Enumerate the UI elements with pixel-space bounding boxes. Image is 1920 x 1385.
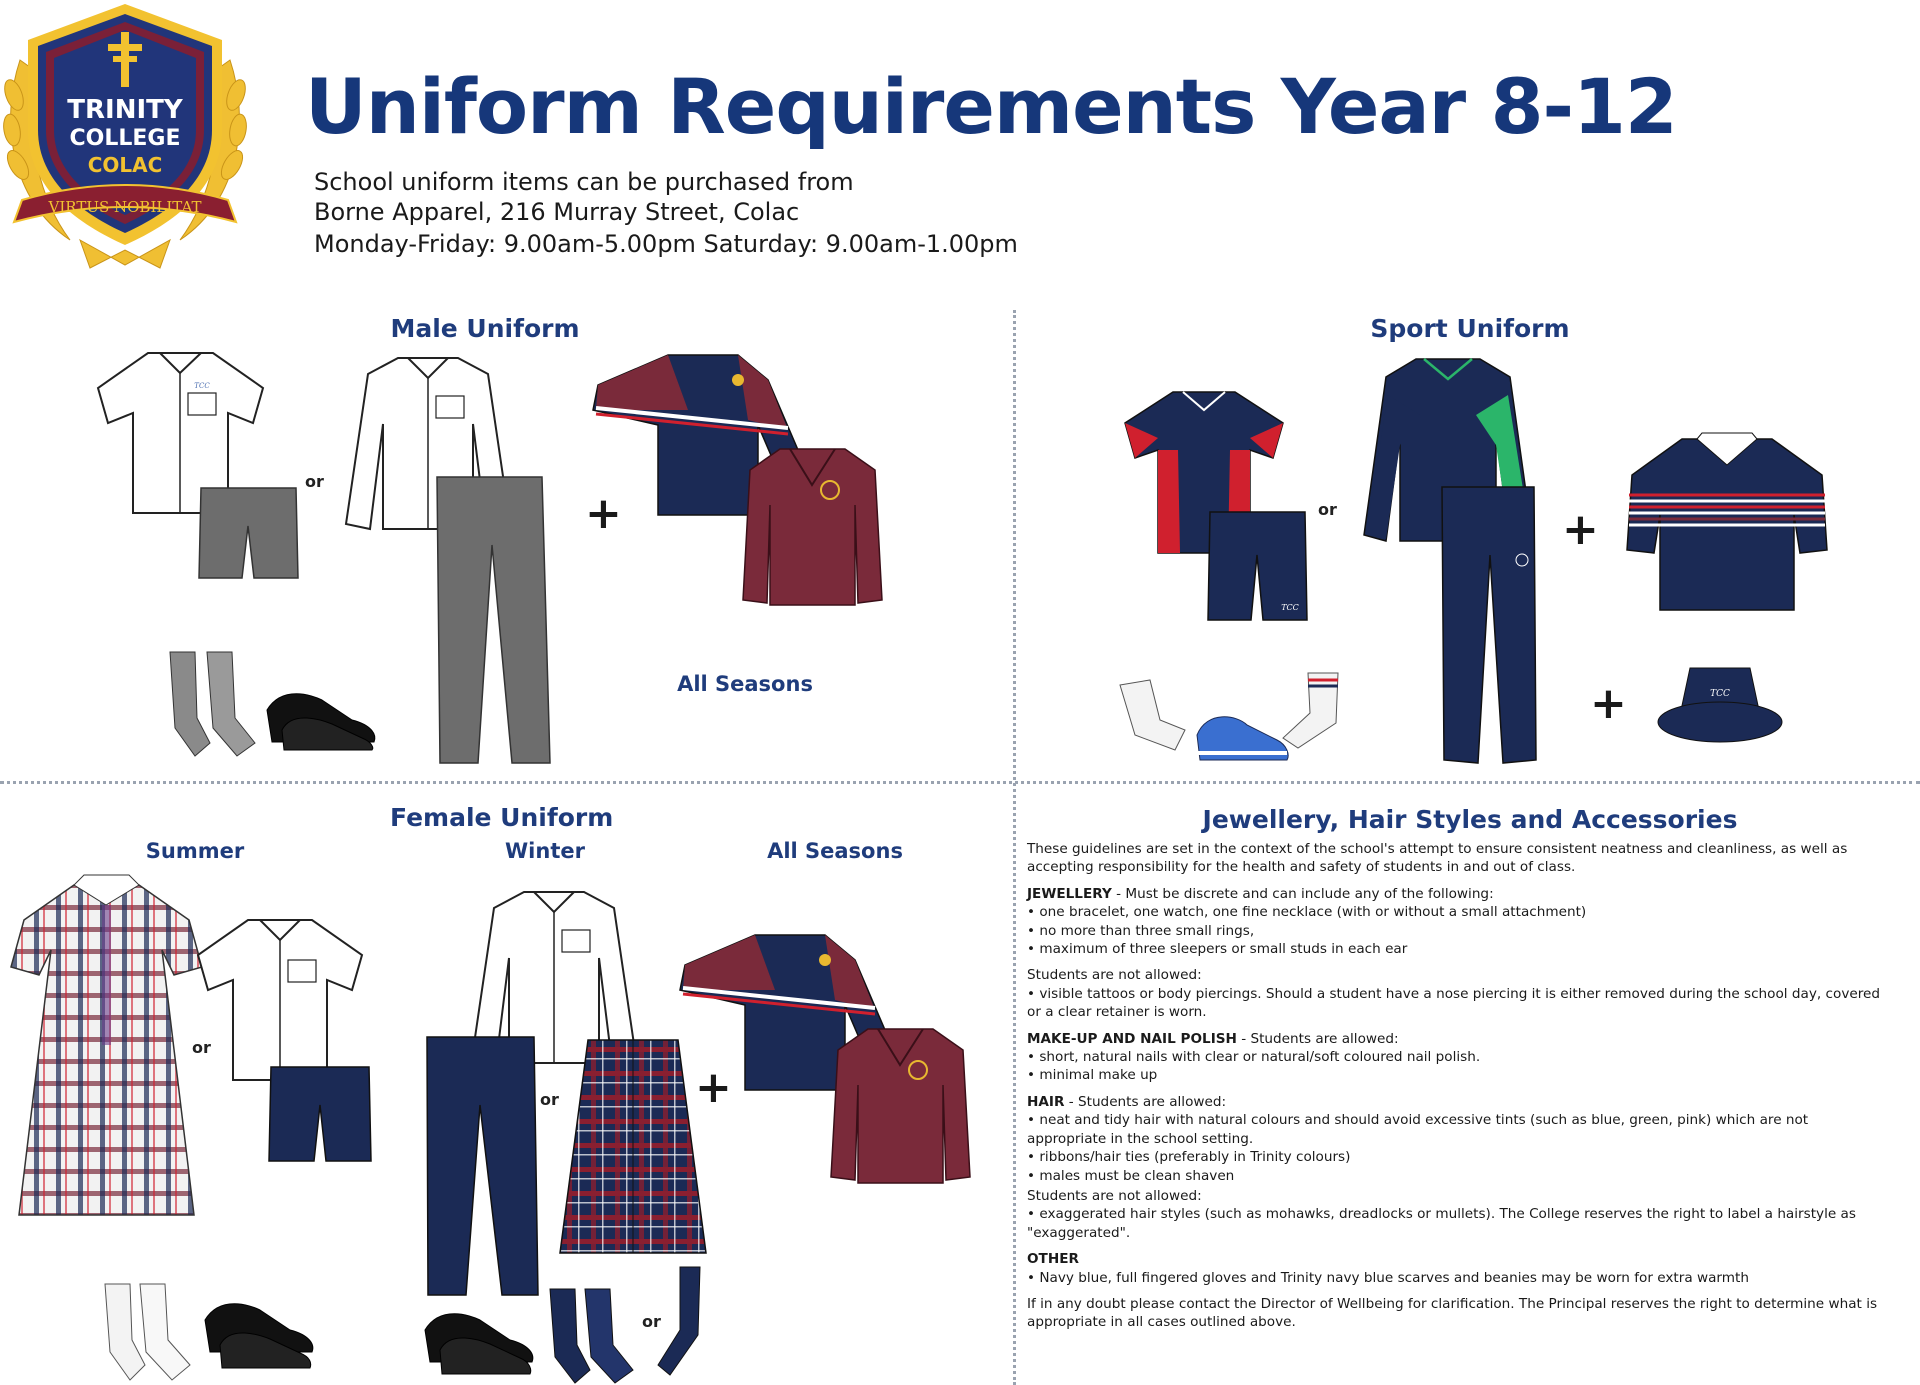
list-item: • one bracelet, one watch, one fine necklace (with or without a small attachment) — [1027, 903, 1887, 921]
female-navy-socks — [545, 1285, 635, 1385]
list-item: • Navy blue, full fingered gloves and Trinity navy blue scarves and beanies may be worn for extra warmth — [1027, 1269, 1887, 1287]
logo-motto: VIRTUS NOBILITAT — [48, 198, 202, 216]
store-line: School uniform items can be purchased from — [314, 168, 854, 196]
sport-shorts-mark: TCC — [1281, 603, 1299, 612]
male-grey-shorts — [196, 486, 301, 582]
sport-hat-mark: TCC — [1710, 689, 1730, 699]
other-block — [1027, 1250, 1887, 1287]
female-winter-shoes — [420, 1300, 538, 1385]
male-plus: + — [585, 488, 622, 539]
logo-line3: COLAC — [87, 153, 163, 177]
store-address: Borne Apparel, 216 Murray Street, Colac — [314, 198, 800, 226]
female-summer-dress — [4, 875, 209, 1220]
list-item: • neat and tidy hair with natural colours and should avoid excessive tints (such as blue, green, pink) which are not appropriate in the school setting. — [1027, 1111, 1887, 1148]
logo-line1: TRINITY — [67, 95, 183, 125]
male-grey-trousers — [432, 475, 552, 765]
store-hours: Monday-Friday: 9.00am-5.00pm Saturday: 9.00am-1.00pm — [314, 230, 1018, 258]
college-logo — [0, 0, 250, 280]
female-all-seasons-label: All Seasons — [767, 839, 903, 863]
sport-striped-socks — [1268, 668, 1348, 758]
male-jumper — [740, 445, 885, 610]
female-navy-trousers — [422, 1035, 540, 1297]
sport-trackpants — [1438, 485, 1538, 765]
sport-bucket-hat — [1655, 660, 1785, 745]
list-item: • exaggerated hair styles (such as mohawks, dreadlocks or mullets). The College reserves the right to label a hairstyle as "exaggerated". — [1027, 1205, 1887, 1242]
sport-uniform-title: Sport Uniform — [1370, 314, 1570, 343]
list-item: • short, natural nails with clear or natural/soft coloured nail polish. — [1027, 1048, 1887, 1066]
female-summer-label: Summer — [145, 839, 245, 863]
rules-closing: If in any doubt please contact the Director of Wellbeing for clarification. The Principal reserves the right to determine what is appropriate in all cases outlined above. — [1027, 1295, 1878, 1331]
jewellery-heading: JEWELLERY — [1027, 885, 1112, 902]
male-uniform-title: Male Uniform — [390, 314, 580, 343]
logo-line2: COLLEGE — [69, 126, 181, 151]
female-or-2: or — [540, 1090, 559, 1109]
list-item: • no more than three small rings, — [1027, 922, 1887, 940]
female-plus: + — [695, 1062, 732, 1113]
female-or-1: or — [192, 1038, 211, 1057]
not-allowed-heading-2: Students are not allowed: — [1027, 1187, 1202, 1204]
rules-body — [1027, 840, 1887, 1340]
male-all-seasons: All Seasons — [677, 672, 813, 696]
hair-text: - Students are allowed: — [1064, 1093, 1227, 1110]
jewellery-block — [1027, 885, 1887, 959]
list-item: • ribbons/hair ties (preferably in Trinity colours) — [1027, 1148, 1887, 1166]
sport-plus-hat: + — [1590, 678, 1627, 729]
list-item: • maximum of three sleepers or small studs in each ear — [1027, 940, 1887, 958]
sport-or: or — [1318, 500, 1337, 519]
female-winter-label: Winter — [505, 839, 585, 863]
jewellery-text: - Must be discrete and can include any of the following: — [1111, 885, 1494, 902]
sport-white-socks — [1115, 675, 1195, 755]
female-jumper — [828, 1025, 973, 1187]
female-stockings — [650, 1265, 710, 1380]
female-black-shoes — [200, 1290, 318, 1380]
female-navy-shorts — [266, 1065, 374, 1165]
vertical-divider — [1013, 310, 1016, 1385]
makeup-text: - Students are allowed: — [1236, 1030, 1399, 1047]
hair-block — [1027, 1093, 1887, 1185]
not-allowed-heading-1: Students are not allowed: — [1027, 967, 1202, 984]
sport-plus: + — [1562, 504, 1599, 555]
male-shirt-mark: TCC — [194, 382, 210, 390]
makeup-block — [1027, 1030, 1887, 1085]
male-grey-socks — [165, 648, 260, 758]
not-allowed-block-1 — [1027, 966, 1887, 1021]
female-short-sleeve-shirt — [190, 915, 370, 1085]
rules-intro: These guidelines are set in the context of the school's attempt to ensure consistent neatness and cleanliness, as well as accepting responsibility for the health and safety of students in and out of class. — [1027, 841, 1848, 876]
list-item: • minimal make up — [1027, 1066, 1887, 1084]
horizontal-divider — [0, 781, 1920, 784]
male-black-shoes — [262, 680, 382, 752]
list-item: • visible tattoos or body piercings. Should a student have a nose piercing it is either removed during the school day, covered or a clear retainer is worn. — [1027, 985, 1887, 1022]
hair-heading: HAIR — [1027, 1093, 1065, 1110]
list-item: • males must be clean shaven — [1027, 1167, 1887, 1185]
rules-title: Jewellery, Hair Styles and Accessories — [1202, 805, 1738, 834]
sport-shorts — [1205, 510, 1310, 625]
not-allowed-block-2 — [1027, 1187, 1887, 1242]
page-title: Uniform Requirements Year 8-12 — [305, 62, 1677, 151]
male-or: or — [305, 472, 324, 491]
female-uniform-title: Female Uniform — [390, 803, 614, 832]
makeup-heading: MAKE-UP AND NAIL POLISH — [1027, 1030, 1237, 1047]
female-white-socks — [100, 1280, 195, 1385]
female-or-3: or — [642, 1312, 661, 1331]
sport-rugby-top — [1622, 435, 1832, 613]
other-heading: OTHER — [1027, 1251, 1079, 1268]
